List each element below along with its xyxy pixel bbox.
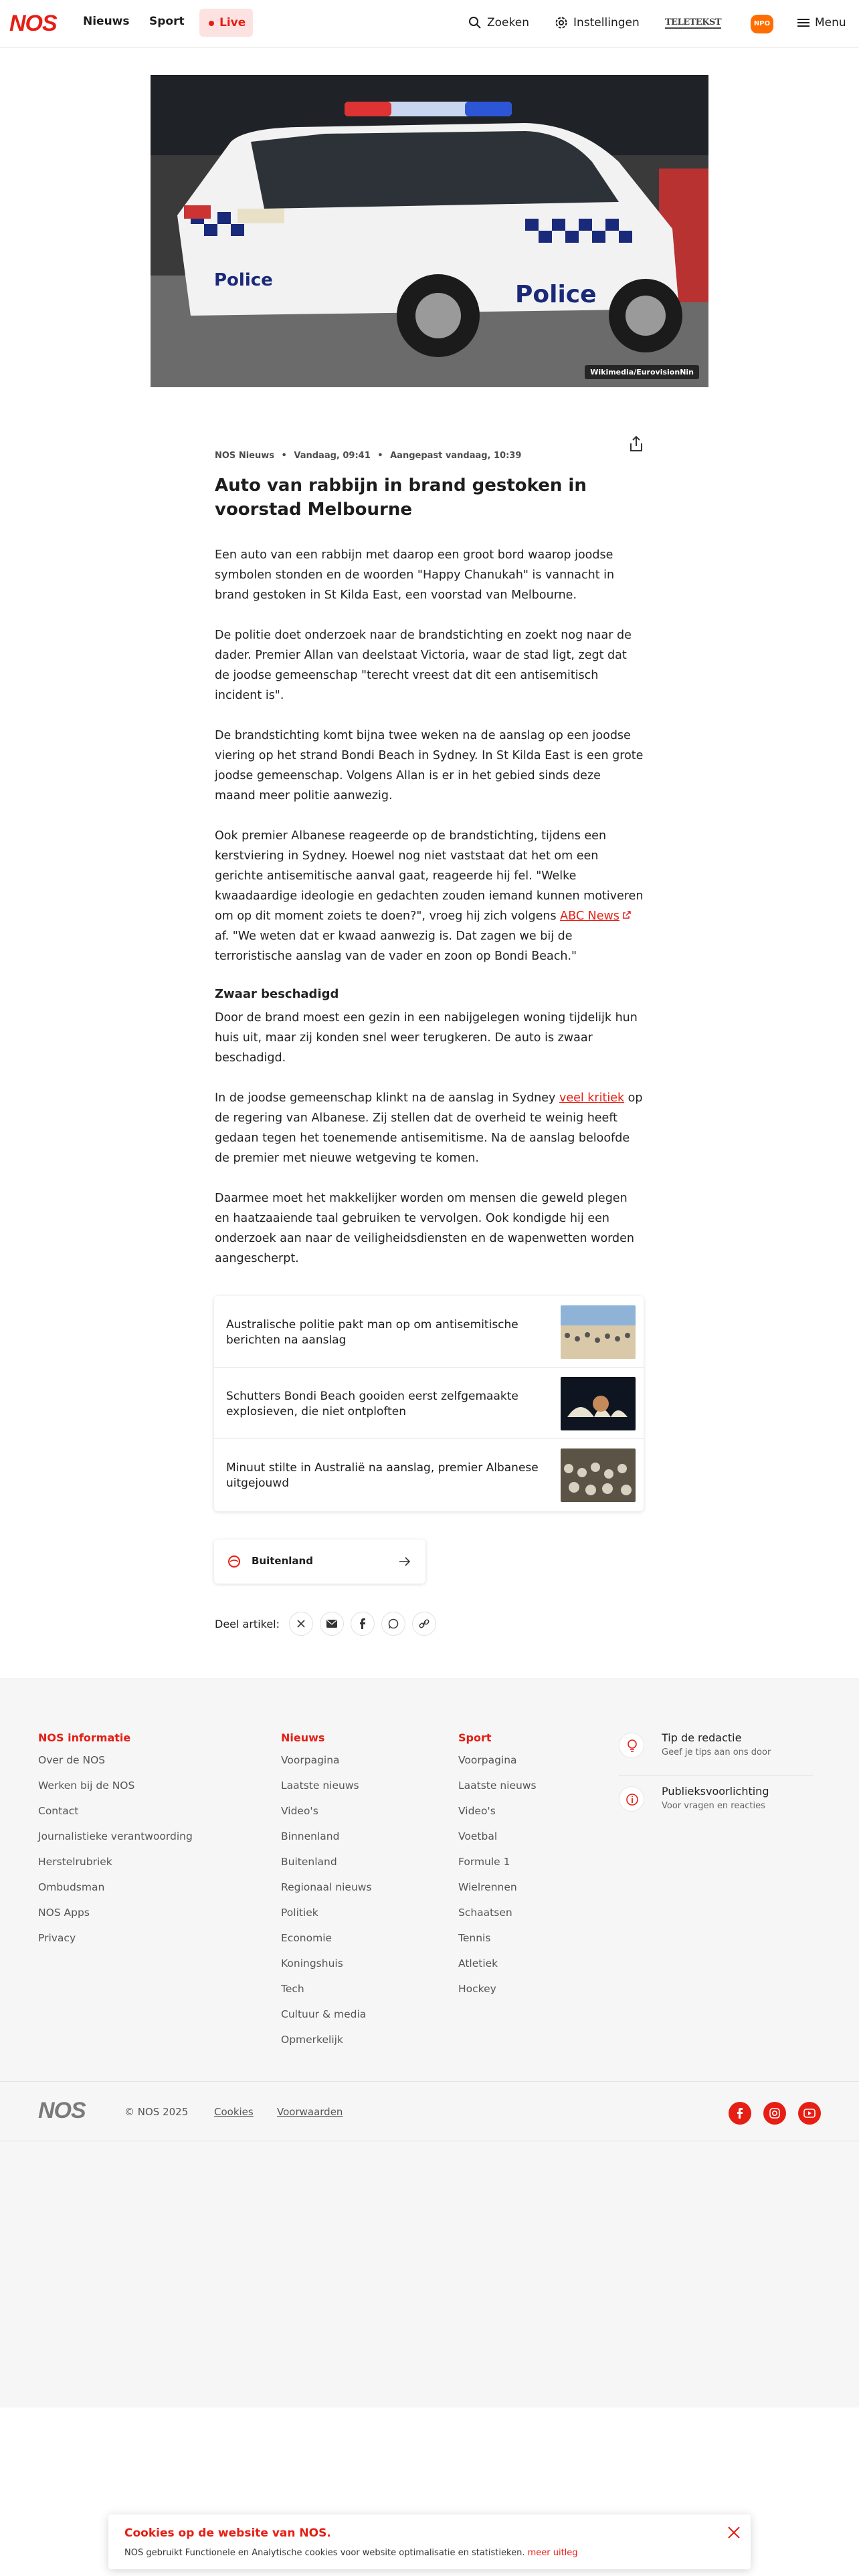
footer-col-nos-informatie: NOS informatie Over de NOS Werken bij de NOS Contact Journalistieke verantwoording Herstelrubriek Ombudsman NOS Apps Privacy	[38, 1731, 193, 1957]
footer-link[interactable]: Koningshuis	[281, 1957, 343, 1969]
settings-button[interactable]: Instellingen	[555, 16, 640, 29]
teletekst-link[interactable]: TELETEKST	[665, 17, 722, 27]
voorwaarden-link[interactable]: Voorwaarden	[277, 2106, 343, 2118]
paragraph: De politie doet onderzoek naar de brandstichting en zoekt nog naar de dader. Premier Allan van deelstaat Victoria, waar de stad ligt, zegt dat de joodse gemeenschap "terecht vreest dat dit een antisemitisch incident is".	[215, 629, 632, 702]
nos-logo[interactable]: NOS	[9, 11, 57, 36]
footer-link[interactable]: Binnenland	[281, 1830, 340, 1842]
subheading: Zwaar beschadigd	[215, 987, 339, 1001]
facebook-icon	[359, 1618, 366, 1629]
live-dot-icon	[209, 21, 214, 26]
tip-redactie-link[interactable]: Tip de redactie Geef je tips aan ons door	[619, 1731, 813, 1776]
paragraph: De brandstichting komt bijna twee weken na de aanslag op een joodse viering op het strand Bondi Beach in Sydney. In St Kilda East is een grote joodse gemeenschap. Volgens Allan is er in het gebied sinds deze maand meer politie aanwezig.	[215, 729, 644, 802]
footer-col-nieuws: Nieuws Voorpagina Laatste nieuws Video's Binnenland Buitenland Regionaal nieuws Politiek Economie Koningshuis Tech Cultuur & media Opmerkelijk	[281, 1731, 372, 2058]
hamburger-icon	[797, 17, 809, 28]
article-meta	[215, 451, 521, 461]
nos-logo-footer[interactable]: NOS	[38, 2098, 86, 2123]
lightbulb-icon	[619, 1733, 644, 1758]
footer-link[interactable]: Buitenland	[281, 1856, 337, 1868]
separator: •	[281, 451, 287, 461]
footer-link[interactable]: Voetbal	[458, 1830, 498, 1842]
footer-link[interactable]: Opmerkelijk	[281, 2034, 343, 2046]
mail-icon	[326, 1620, 337, 1628]
footer-link[interactable]: NOS Apps	[38, 1907, 90, 1919]
nav-sport[interactable]: Sport	[149, 15, 185, 28]
publieksvoorlichting-link[interactable]: Publieksvoorlichting Voor vragen en reacties	[619, 1785, 813, 1825]
close-icon	[727, 2525, 741, 2540]
share-button[interactable]	[627, 435, 646, 453]
footer-link[interactable]: Privacy	[38, 1932, 76, 1944]
footer-link[interactable]: Video's	[281, 1805, 318, 1817]
footer-link[interactable]: Formule 1	[458, 1856, 510, 1868]
footer-link[interactable]: Hockey	[458, 1983, 496, 1995]
external-link-icon	[622, 910, 632, 920]
updated-time: Aangepast vandaag, 10:39	[390, 451, 522, 461]
footer-link[interactable]: Laatste nieuws	[281, 1780, 359, 1792]
footer-link[interactable]: Voorpagina	[458, 1754, 517, 1766]
copy-link-button[interactable]	[412, 1612, 436, 1636]
cookie-more-info-link[interactable]: meer uitleg	[527, 2548, 578, 2558]
cookies-link[interactable]: Cookies	[214, 2106, 254, 2118]
cookie-title: Cookies op de website van NOS.	[124, 2527, 331, 2540]
image-credit: Wikimedia/EurovisionNin	[585, 365, 699, 379]
info-icon	[619, 1786, 644, 1812]
cookie-text: NOS gebruikt Functionele en Analytische cookies voor website optimalisatie en statistieken. meer uitleg	[124, 2548, 578, 2558]
police-car-illustration	[151, 75, 708, 387]
footer-col-sport: Sport Voorpagina Laatste nieuws Video's Voetbal Formule 1 Wielrennen Schaatsen Tennis Atletiek Hockey	[458, 1731, 537, 2008]
youtube-social-button[interactable]	[798, 2102, 821, 2125]
nav-live[interactable]: Live	[199, 9, 253, 37]
npo-logo[interactable]: NPO	[751, 15, 773, 33]
share-whatsapp-button[interactable]	[381, 1612, 405, 1636]
footer-link[interactable]: Politiek	[281, 1907, 318, 1919]
youtube-icon	[803, 2109, 816, 2118]
separator: •	[377, 451, 383, 461]
footer-link[interactable]: Atletiek	[458, 1957, 498, 1969]
footer-link[interactable]: Voorpagina	[281, 1754, 340, 1766]
x-icon	[296, 1619, 306, 1628]
footer-link[interactable]: Tech	[281, 1983, 304, 1995]
arrow-right-icon	[399, 1557, 411, 1566]
related-item[interactable]: Minuut stilte in Australië na aanslag, premier Albanese uitgejouwd	[214, 1439, 644, 1511]
search-button[interactable]: Zoeken	[468, 16, 529, 29]
globe-icon	[227, 1555, 241, 1568]
whatsapp-icon	[388, 1618, 399, 1629]
share-x-button[interactable]	[289, 1612, 313, 1636]
footer-link[interactable]: Contact	[38, 1805, 79, 1817]
facebook-icon	[737, 2108, 743, 2119]
svg-text:Police: Police	[214, 270, 273, 290]
site-header	[0, 0, 859, 48]
footer-link[interactable]: Cultuur & media	[281, 2008, 367, 2020]
related-thumbnail	[561, 1377, 636, 1430]
footer-link[interactable]: Werken bij de NOS	[38, 1780, 135, 1792]
share-facebook-button[interactable]	[351, 1612, 375, 1636]
veel-kritiek-link[interactable]: veel kritiek	[559, 1091, 625, 1105]
search-icon	[468, 16, 482, 29]
footer-link[interactable]: Schaatsen	[458, 1907, 512, 1919]
gear-icon	[555, 16, 568, 29]
related-item[interactable]: Australische politie pakt man op om antisemitische berichten na aanslag	[214, 1296, 644, 1368]
abc-news-link[interactable]: ABC News	[560, 909, 619, 923]
nav-nieuws[interactable]: Nieuws	[83, 15, 130, 28]
related-thumbnail	[561, 1448, 636, 1502]
footer-link[interactable]: Wielrennen	[458, 1881, 517, 1893]
footer-link[interactable]: Tennis	[458, 1932, 491, 1944]
source: NOS Nieuws	[215, 451, 274, 461]
menu-button[interactable]: Menu	[797, 16, 846, 29]
paragraph: Ook premier Albanese reageerde op de brandstichting, tijdens een kerstviering in Sydney. Hoewel nog niet vaststaat dat het om een gerichte antisemitische aanval gaat, reageerde hij fel. "Welke kwaadaardige ideologie en gedachten zouden iemand kunnen motiveren om op dit moment zoiets te doen?", vroeg hij zich volgens ABC News af. "We weten dat er kwaad aanwezig is. Dat zagen we bij de terroristische aanslag van de vader en zoon op Bondi Beach."	[215, 829, 644, 963]
related-thumbnail	[561, 1305, 636, 1359]
footer-link[interactable]: Laatste nieuws	[458, 1780, 537, 1792]
article-title: Auto van rabbijn in brand gestoken in voorstad Melbourne	[215, 475, 587, 520]
site-footer	[0, 1679, 859, 2407]
related-item[interactable]: Schutters Bondi Beach gooiden eerst zelfgemaakte explosieven, die niet ontploften	[214, 1368, 644, 1439]
paragraph: Een auto van een rabbijn met daarop een groot bord waarop joodse symbolen stonden en de woorden "Happy Chanukah" is vannacht in brand gestoken in St Kilda East, een voorstad van Melbourne.	[215, 548, 615, 602]
category-link[interactable]: Buitenland	[214, 1539, 425, 1584]
instagram-social-button[interactable]	[763, 2102, 786, 2125]
cookie-banner	[108, 2514, 751, 2569]
footer-link[interactable]: Journalistieke verantwoording	[38, 1830, 193, 1842]
footer-link[interactable]: Economie	[281, 1932, 332, 1944]
footer-link[interactable]: Video's	[458, 1805, 496, 1817]
published-time: Vandaag, 09:41	[294, 451, 371, 461]
facebook-social-button[interactable]	[729, 2102, 751, 2125]
paragraph: Daarmee moet het makkelijker worden om mensen die geweld plegen en haatzaaiende taal gebruiken te vervolgen. Ook kondigde hij een onderzoek aan naar de veiligheidsdiensten en de wapenwetten worden aangescherpt.	[215, 1192, 635, 1265]
paragraph: Door de brand moest een gezin in een nabijgelegen woning tijdelijk hun huis uit, maar zij konden snel weer terugkeren. De auto is zwaar beschadigd.	[215, 1011, 638, 1065]
hero-image	[151, 75, 708, 387]
paragraph: In de joodse gemeenschap klinkt na de aanslag in Sydney veel kritiek op de regering van Albanese. Zij stellen dat de overheid te weinig heeft gedaan tegen het toenemende antisemitisme. Na de aanslag beloofde de premier met nieuwe wetgeving te komen.	[215, 1091, 643, 1165]
link-icon	[419, 1618, 430, 1629]
footer-bottom-bar	[0, 2081, 859, 2141]
related-articles	[214, 1296, 644, 1511]
share-icon	[627, 435, 646, 453]
cookie-close-button[interactable]	[727, 2525, 741, 2540]
share-email-button[interactable]	[320, 1612, 344, 1636]
footer-link[interactable]: Herstelrubriek	[38, 1856, 112, 1868]
copyright: © NOS 2025	[124, 2106, 189, 2118]
svg-text:Police: Police	[515, 281, 597, 308]
footer-link[interactable]: Over de NOS	[38, 1754, 106, 1766]
article-body	[215, 545, 644, 1289]
footer-link[interactable]: Ombudsman	[38, 1881, 105, 1893]
footer-link[interactable]: Regionaal nieuws	[281, 1881, 372, 1893]
share-row: Deel artikel:	[215, 1612, 436, 1636]
instagram-icon	[769, 2108, 780, 2119]
